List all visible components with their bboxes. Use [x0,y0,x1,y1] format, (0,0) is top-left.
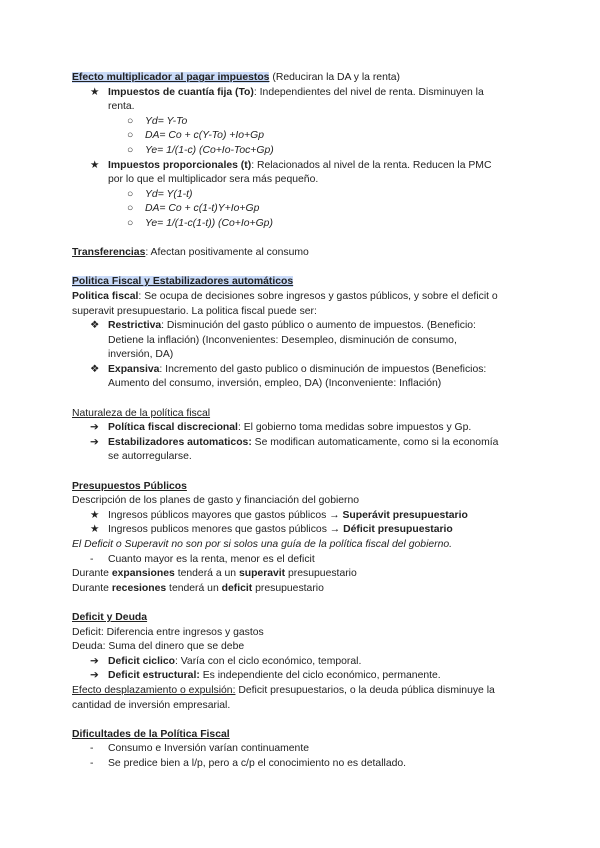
term-impuestos-fija: Impuestos de cuantía fija (To) [108,86,254,98]
diamond-icon: ❖ [90,320,100,332]
term-desplazamiento: Efecto desplazamiento o expulsión: [72,684,236,696]
list-item-ciclico [72,655,600,670]
heading-presupuestos: Presupuestos Públicos [72,480,187,492]
text-expansiones [72,567,600,582]
formula-text: Ye= 1/(1-c(1-t)) (Co+Io+Gp) [145,217,273,229]
spacer [72,713,600,728]
dash-icon: - [90,743,94,755]
text-discrecional: : El gobierno toma medidas sobre impuestos y Gp. [237,422,472,434]
text-fragment: Durante [72,582,112,594]
spacer [72,261,600,276]
text-politica-def-1 [72,290,600,305]
text-desplazamiento: Deficit presupuestarios, o la deuda pública disminuye la [235,684,495,696]
spacer [72,596,600,611]
text-politica-def-2: superavit presupuestario. La politica fiscal puede ser: [72,305,317,317]
section-multiplicador-heading [72,71,600,86]
heading-deficit: Deficit y Deuda [72,611,148,623]
star-icon: ★ [90,524,100,536]
formula-text: DA= Co + c(Y-To) +Io+Gp [145,130,264,142]
formula-text: Ye= 1/(1-c) (Co+Io-Toc+Gp) [145,144,274,156]
text-presupuestos-desc: Descripción de los planes de gasto y financiación del gobierno [72,495,360,507]
circle-icon: ○ [127,188,134,200]
term-ciclico: Deficit ciclico [108,655,175,667]
term-deficit: Déficit presupuestario [343,524,453,536]
text-restrictiva-2: Detiene la inflación) (Inconvenientes: Desempleo, disminución de consumo, [108,334,457,346]
formula-item [72,144,600,159]
term-estructural: Deficit estructural: [108,670,200,682]
text-fragment: Durante [72,568,112,580]
circle-icon: ○ [127,115,134,127]
text-recesiones [72,582,600,597]
term-expansiva: Expansiva [108,363,160,375]
section-dificultades-heading [72,728,600,743]
formula-item [72,202,600,217]
list-item-dificultad [72,742,600,757]
heading-transferencias: Transferencias [72,247,146,259]
text-estabilizadores-1: Se modifican automaticamente, como si la economía [251,436,499,448]
dash-icon: - [90,553,94,565]
text-superavit: Ingresos públicos mayores que gastos públicos → [108,509,343,521]
star-icon: ★ [90,86,100,98]
list-item-dificultad [72,757,600,772]
text-restrictiva-1: : Disminución del gasto público o aumento de impuestos. (Beneficio: [161,320,476,332]
heading-dificultades: Dificultades de la Política Fiscal [72,728,230,740]
diamond-icon: ❖ [90,363,100,375]
circle-icon: ○ [127,203,134,215]
text-dash-item: Cuanto mayor es la renta, menor es el deficit [108,553,315,565]
circle-icon: ○ [127,217,134,229]
text-impuestos-proporcionales-2: por lo que el multiplicador sera más pequeño. [108,174,319,186]
text-impuestos-proporcionales-1: : Relacionados al nivel de la renta. Reducen la PMC [251,159,492,171]
dash-icon: - [90,757,94,769]
list-item-impuestos-proporcionales [72,159,600,174]
star-icon: ★ [90,509,100,521]
spacer [72,232,600,247]
list-item-superavit [72,509,600,524]
list-item-dash [72,553,600,568]
list-item-impuestos-fija [72,86,600,101]
circle-icon: ○ [127,144,134,156]
term-recesiones: recesiones [111,582,167,594]
text-impuestos-fija-2: renta. [108,101,135,113]
formula-text: Yd= Y-To [145,115,188,127]
text-estabilizadores-2: se autorregularse. [108,451,192,463]
heading-naturaleza: Naturaleza de la política fiscal [72,407,211,419]
text-transferencias: : Afectan positivamente al consumo [145,247,309,259]
section-politica-heading [72,275,600,290]
text-restrictiva-3: inversión, DA) [108,349,174,361]
formula-text: DA= Co + c(1-t)Y+Io+Gp [145,203,260,215]
text-expansiva-2: Aumento del consumo, inversión, empleo, DA) (Inconveniente: Inflación) [108,378,442,390]
term-impuestos-proporcionales: Impuestos proporcionales (t) [108,159,252,171]
text-expansiva-1: : Incremento del gasto publico o disminución de impuestos (Beneficios: [159,363,487,375]
formula-item [72,129,600,144]
heading-politica: Politica Fiscal y Estabilizadores automáticos [72,276,294,288]
text-politica-def: : Se ocupa de decisiones sobre ingresos y gastos públicos, y sobre el deficit o [138,290,498,302]
term-superavit: Superávit presupuestario [342,509,468,521]
text-dificultad: Se predice bien a l/p, pero a c/p el conocimiento no es detallado. [108,757,407,769]
text-desplazamiento-2: cantidad de inversión empresarial. [72,699,231,711]
list-item-discrecional [72,421,600,436]
text-fragment: tenderá a un [174,568,239,580]
formula-item [72,188,600,203]
spacer [72,465,600,480]
list-item-deficit [72,523,600,538]
arrow-icon: ➔ [90,655,99,667]
circle-icon: ○ [127,130,134,142]
arrow-icon: ➔ [90,436,99,448]
section-transferencias [72,246,600,261]
arrow-icon: ➔ [90,422,99,434]
text-impuestos-fija-1: : Independientes del nivel de renta. Disminuyen la [253,86,484,98]
term-expansiones: expansiones [111,568,175,580]
formula-text: Yd= Y(1-t) [145,188,193,200]
text-dificultad: Consumo e Inversión varían continuamente [108,743,309,755]
heading-multiplicador: Efecto multiplicador al pagar impuestos [72,72,270,83]
term-estabilizadores: Estabilizadores automaticos: [108,436,252,448]
term-discrecional: Política fiscal discrecional [108,422,238,434]
list-item-estructural [72,669,600,684]
text-desplazamiento-1 [72,684,600,699]
text-ciclico: : Varía con el ciclo económico, temporal. [175,655,362,667]
term-deficit-inline: deficit [221,582,253,594]
text-fragment: tenderá un [166,582,222,594]
formula-item [72,217,600,232]
arrow-icon: ➔ [90,670,99,682]
heading-multiplicador-note: (Reduciran la DA y la renta) [269,72,400,83]
term-superavit-inline: superavit [238,568,286,580]
section-naturaleza-heading [72,407,600,422]
spacer [72,392,600,407]
section-deficit-heading [72,611,600,626]
text-def-deficit: Deficit: Diferencia entre ingresos y gastos [72,626,264,638]
list-item-restrictiva [72,319,600,334]
star-icon: ★ [90,159,100,171]
text-def-deuda: Deuda: Suma del dinero que se debe [72,641,245,653]
note-italic: El Deficit o Superavit no son por si solos una guía de la política fiscal del gobierno. [72,539,453,550]
list-item-estabilizadores [72,436,600,451]
section-presupuestos-heading [72,480,600,495]
text-estructural: Es independiente del ciclo económico, permanente. [199,670,441,682]
term-restrictiva: Restrictiva [108,320,162,332]
text-fragment: presupuestario [252,582,324,594]
text-deficit: Ingresos publicos menores que gastos públicos → [108,524,344,536]
formula-item [72,115,600,130]
text-fragment: presupuestario [285,568,357,580]
list-item-expansiva [72,363,600,378]
term-politica-fiscal: Politica fiscal [72,290,139,302]
